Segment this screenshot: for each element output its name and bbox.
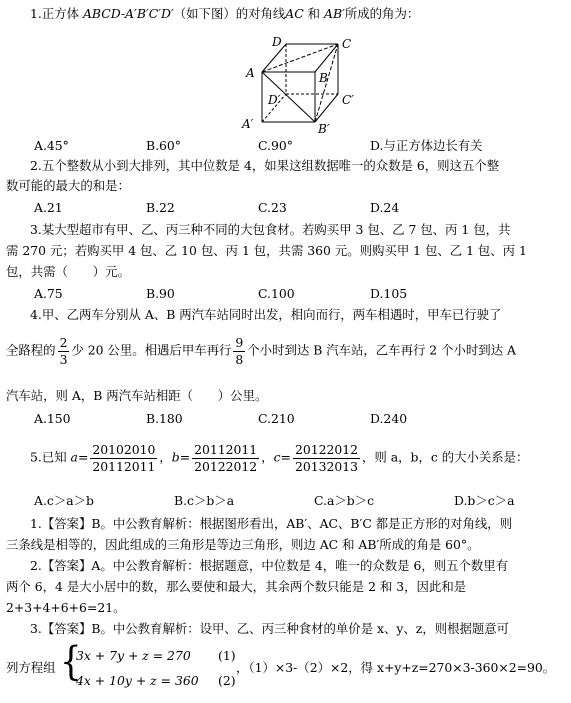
answer-1-line: 三条线是相等的，因此组成的三角形是等边三角形，则边 AC 和 AB′所成的角是 60°。 <box>6 537 480 552</box>
q4-text: 个小时到达 B 汽车站，乙车再行 2 个小时到达 A <box>247 342 516 358</box>
numerator: 9 <box>235 335 244 350</box>
q4-line: 汽车站，则 A，B 两汽车站相距（ ）公里。 <box>6 388 268 403</box>
q2-option[interactable]: C.23 <box>258 200 287 215</box>
q1-abp: AB′ <box>324 6 345 21</box>
fraction-b <box>192 442 259 474</box>
q3-option[interactable]: B.90 <box>146 286 175 301</box>
label-ap: A′ <box>242 117 254 131</box>
q4-text: 全路程的 <box>6 342 56 358</box>
var-c: c <box>273 449 281 465</box>
cube-edge <box>315 94 338 122</box>
fraction-two-thirds <box>58 335 70 367</box>
q5-text: ，则 a，b，c 的大小关系是： <box>362 449 529 465</box>
label-c: C <box>342 37 352 51</box>
answer-2-line: 2+3+4+6+6=21。 <box>6 600 126 615</box>
q4-option[interactable]: C.210 <box>258 411 295 426</box>
denominator: 3 <box>59 351 68 367</box>
q1-text: （如下图）的对角线 <box>173 6 286 21</box>
q1-option[interactable]: B.60° <box>146 138 182 153</box>
numerator: 20102010 <box>92 442 156 457</box>
q5-option[interactable]: D.b＞c＞a <box>454 493 515 508</box>
q2-line: 2.五个整数从小到大排列，其中位数是 4，如果这组数据唯一的众数是 6，则这五个整 <box>30 158 500 173</box>
answer-2-line: 两个 6，4 是大小居中的数，那么要使和最大，其余两个数只能是 2 和 3，因此和是 <box>6 579 467 594</box>
label-a: A <box>246 66 255 80</box>
q4-option[interactable]: D.240 <box>370 411 408 426</box>
label-d: D <box>272 35 282 49</box>
q1-option[interactable]: D.与正方体边长有关 <box>370 138 483 153</box>
q1-cube-name: ABCD-A′B′C′D′ <box>82 6 174 21</box>
q1-option[interactable]: A.45° <box>34 138 69 153</box>
equation-2-tag: (2) <box>218 673 236 688</box>
answer-3-line: 3.【答案】B。中公教育解析：设甲、乙、丙三种食材的单价是 x、y、z，则根据题意可 <box>30 621 510 636</box>
numerator: 20122012 <box>294 442 359 457</box>
denominator: 20132013 <box>294 458 359 474</box>
equation-2: 4x + 10y + z = 360 <box>76 673 199 688</box>
q2-line: 数可能的最大的和是： <box>6 178 130 193</box>
q1-ac: AC <box>285 6 304 21</box>
q1-text: 和 <box>303 6 325 21</box>
fraction-nine-eighths <box>233 335 245 367</box>
answer-2-line: 2.【答案】A。中公教育解析：根据题意，中位数是 4，唯一的众数是 6，则五个数里有 <box>30 558 509 573</box>
q3-option[interactable]: C.100 <box>258 286 295 301</box>
q3-line: 需 270 元；若购买甲 4 包、乙 10 包、丙 1 包，共需 360 元。则购买甲 1 包、乙 1 包、丙 1 <box>6 243 527 258</box>
label-bp: B′ <box>318 122 330 135</box>
answer-3-tail: ，（1）×3-（2）×2，得 x+y+z=270×3-360×2=90。 <box>236 660 556 675</box>
q4-line: 4.甲、乙两车分别从 A、B 两汽车站同时出发，相向而行，两车相遇时，甲车已行驶了 <box>30 307 502 322</box>
q4-option[interactable]: A.150 <box>34 411 71 426</box>
q1-stem <box>30 8 419 20</box>
q3-option[interactable]: D.105 <box>370 286 408 301</box>
q2-option[interactable]: A.21 <box>34 200 63 215</box>
q4-line2 <box>6 335 516 367</box>
equation-1-tag: (1) <box>218 648 236 663</box>
label-b: B <box>319 71 328 85</box>
fraction-a <box>90 442 157 474</box>
q5-option[interactable]: A.c＞a＞b <box>34 493 94 508</box>
q4-text: 少 20 公里。相遇后甲车再行 <box>71 342 232 358</box>
q1-text: 1.正方体 <box>30 6 83 21</box>
equation-1: 3x + 7y + z = 270 <box>76 648 191 663</box>
numerator: 2 <box>59 335 68 350</box>
q5-text: 5.已知 <box>30 449 71 465</box>
q1-option[interactable]: C.90° <box>258 138 293 153</box>
label-dp: D′ <box>268 93 281 107</box>
q3-line: 包，共需（ ）元。 <box>6 264 130 279</box>
q1-text: 所成的角为： <box>344 6 420 21</box>
cube-figure <box>238 30 378 135</box>
q3-line: 3.某大型超市有甲、乙、丙三种不同的大包食材。若购买甲 3 包、乙 7 包、丙 1 包，共 <box>30 222 511 237</box>
denominator: 20122012 <box>194 458 258 474</box>
var-b: b <box>171 449 180 465</box>
answer-3-lead: 列方程组 <box>6 660 56 675</box>
numerator: 20112011 <box>194 442 258 457</box>
denominator: 20112011 <box>92 458 156 474</box>
q5-option[interactable]: B.c＞b＞a <box>174 493 235 508</box>
var-a: a <box>70 449 78 465</box>
answer-1-line: 1.【答案】B。中公教育解析：根据图形看出，AB′、AC、B′C 都是正方形的对角线，则 <box>30 516 513 531</box>
equation-brace: { <box>60 639 82 685</box>
denominator: 8 <box>235 351 244 367</box>
q4-option[interactable]: B.180 <box>146 411 183 426</box>
label-cp: C′ <box>342 93 354 107</box>
q2-option[interactable]: D.24 <box>370 200 400 215</box>
fraction-c <box>293 442 360 474</box>
q5-option[interactable]: C.a＞b＞c <box>314 493 375 508</box>
q3-option[interactable]: A.75 <box>34 286 63 301</box>
q5-stem: 5.已知 a= $\frac{20102010}{20112011}$ ，b= $\frac{20112011}{20122012}$ ，c= $\frac{20122012}{20132013}$ ，则 a，b，c 的大小关系是： <box>30 442 529 474</box>
q2-option[interactable]: B.22 <box>146 200 175 215</box>
